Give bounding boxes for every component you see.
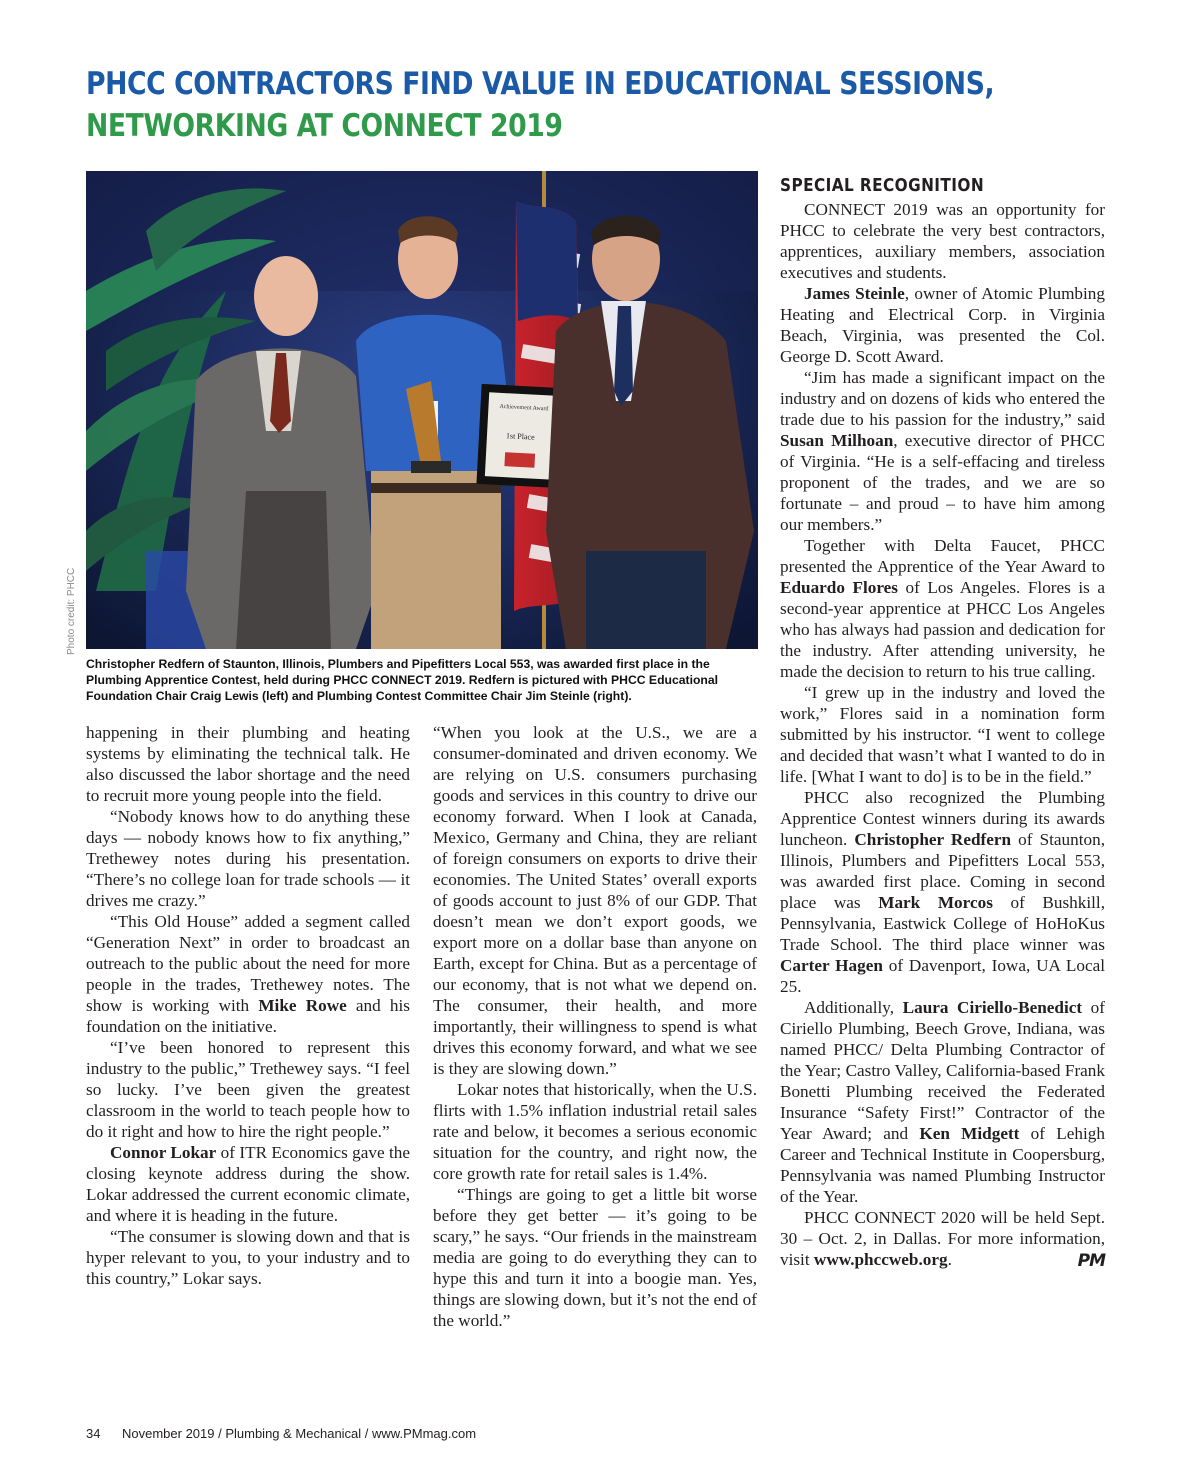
award-photo [86,171,758,649]
photo-caption: Christopher Redfern of Staunton, Illinois, Plumbers and Pipefitters Local 553, was awarded first place in the Plumbing Apprentice Contest, held during PHCC CONNECT 2019. Redfern is pictured with PHCC Educational Foundation Chair Craig Lewis (left) and Plumbing Contest Committee Chair Jim Steinle (right). [86,657,719,703]
plaque-title: Achievement Award [499,403,549,413]
col3-paragraph-1: CONNECT 2019 was an opportunity for PHCC to celebrate the very best contractors, apprentices, auxiliary members, association executives and students. [780,200,1105,282]
col1-paragraph-5: Connor Lokar of ITR Economics gave the closing keynote address during the show. Lokar addressed the current economic climate, and where it is heading in the future. [86,1143,410,1225]
name-christopher-redfern: Christopher Redfern [854,830,1012,849]
page-number: 34 [86,1426,101,1441]
col3-paragraph-5: “I grew up in the industry and loved the work,” Flores said in a nomination form submitted by his instructor. “I went to college and decided that wasn’t what I wanted to do in life. [What I want to do] is to be in the field.” [780,683,1105,786]
column-3 [780,199,1105,1272]
col1-paragraph-1: happening in their plumbing and heating systems by eliminating the technical talk. He also discussed the labor shortage and the need to recruit more young people into the field. [86,723,410,805]
name-eduardo-flores: Eduardo Flores [780,578,898,597]
footer-issue-info: November 2019 / Plumbing & Mechanical / www.PMmag.com [122,1426,477,1441]
column-2 [433,722,757,1331]
col2-paragraph-2: Lokar notes that historically, when the U.S. flirts with 1.5% inflation industrial retail sales rate and below, it becomes a serious economic situation for the country, and right now, the core growth rate for retail sales is 1.4%. [433,1080,757,1183]
photo-credit: Photo credit: PHCC [66,567,77,655]
col1-paragraph-4: “I’ve been honored to represent this industry to the public,” Trethewey says. “I feel so lucky. I’ve been given the greatest classroom in the world to teach people how to do it right and how to hire the right people.” [86,1038,410,1141]
name-ken-midgett: Ken Midgett [919,1124,1020,1143]
page-footer [86,1426,476,1441]
col3-paragraph-3: “Jim has made a significant impact on the industry and on dozens of kids who entered the trade due to his passion for the industry,” said Susan Milhoan, executive director of PHCC of Virginia. “He is a self-effacing and tireless proponent of the trades, and we are so fortunate – and proud – to have him among our members.” [780,368,1105,534]
name-james-steinle: James Steinle [804,284,905,303]
col2-paragraph-3: “Things are going to get a little bit worse before they get better — it’s going to be scary,” he says. “Our friends in the mainstream media are going to do everything they can to hype this and turn it into a boogie man. Yes, things are slowing down, but it’s not the end of the world.” [433,1185,757,1330]
col3-paragraph-4: Together with Delta Faucet, PHCC presented the Apprentice of the Year Award to Eduardo Flores of Los Angeles. Flores is a second-year apprentice at PHCC Los Angeles who has always had passion and dedication for the industry. After attending university, he made the decision to return to his true calling. [780,536,1105,681]
col2-paragraph-1: “When you look at the U.S., we are a consumer-dominated and driven economy. We are relying on U.S. consumers purchasing goods and services in this country to drive our economy forward. When I look at Canada, Mexico, Germany and China, they are reliant of foreign consumers on exports to drive their economies. The United States’ overall exports of goods account to just 8% of our GDP. That doesn’t mean we don’t export goods, we export more on a dollar base than anyone on Earth, except for China. But as a percentage of our economy, that is not what we depend on. The consumer, their health, and more importantly, their willingness to spend is what drives this economy forward, and what we see is they are slowing down.” [433,723,757,1078]
name-mike-rowe: Mike Rowe [258,996,347,1015]
col3-paragraph-7: Additionally, Laura Ciriello-Benedict of Ciriello Plumbing, Beech Grove, Indiana, was named PHCC/ Delta Plumbing Contractor of the Year; Castro Valley, California-based Frank Bonetti Plumbing received the Federated Insurance “Safety First!” Contractor of the Year Award; and Ken Midgett of Lehigh Career and Technical Institute in Coopersburg, Pennsylvania was named Plumbing Instructor of the Year. [780,998,1105,1206]
col1-paragraph-6: “The consumer is slowing down and that is hyper relevant to you, to your industry and to this country,” Lokar says. [86,1227,410,1288]
name-laura-ciriello-benedict: Laura Ciriello-Benedict [902,998,1083,1017]
col3-paragraph-6: PHCC also recognized the Plumbing Apprentice Contest winners during its awards luncheon. Christopher Redfern of Staunton, Illinois, Plumbers and Pipefitters Local 553, was awarded first place. Coming in second place was Mark Morcos of Bushkill, Pennsylvania, Eastwick College of HoHoKus Trade School. The third place winner was Carter Hagen of Davenport, Iowa, UA Local 25. [780,788,1105,996]
phcc-website-link[interactable]: www.phccweb.org [813,1250,948,1269]
pm-end-mark: PM [1077,1251,1105,1271]
col1-paragraph-3: “This Old House” added a segment called “Generation Next” in order to broadcast an outreach to the public about the need for more people in the trades, Trethewey notes. The show is working with Mike Rowe and his foundation on the initiative. [86,912,410,1036]
col3-paragraph-2: James Steinle, owner of Atomic Plumbing Heating and Electrical Corp. in Virginia Beach, Virginia, was presented the Col. George D. Scott Award. [780,284,1105,366]
column-1 [86,722,410,1289]
name-connor-lokar: Connor Lokar [110,1143,217,1162]
name-mark-morcos: Mark Morcos [878,893,993,912]
section-heading-special-recognition: SPECIAL RECOGNITION [780,175,985,196]
col3-paragraph-8: PHCC CONNECT 2020 will be held Sept. 30 – Oct. 2, in Dallas. For more information, visit www.phccweb.org. PM [780,1208,1105,1271]
name-carter-hagen: Carter Hagen [780,956,883,975]
plaque-place: 1st Place [505,431,535,442]
name-susan-milhoan: Susan Milhoan [780,431,894,450]
headline-line-2: NETWORKING AT CONNECT 2019 [86,108,563,144]
col1-paragraph-2: “Nobody knows how to do anything these days — nobody knows how to fix anything,” Trethewey notes during his presentation. “There’s no college loan for trade schools — it drives me crazy.” [86,807,410,910]
headline-line-1: PHCC CONTRACTORS FIND VALUE IN EDUCATIONAL SESSIONS, [86,66,995,102]
